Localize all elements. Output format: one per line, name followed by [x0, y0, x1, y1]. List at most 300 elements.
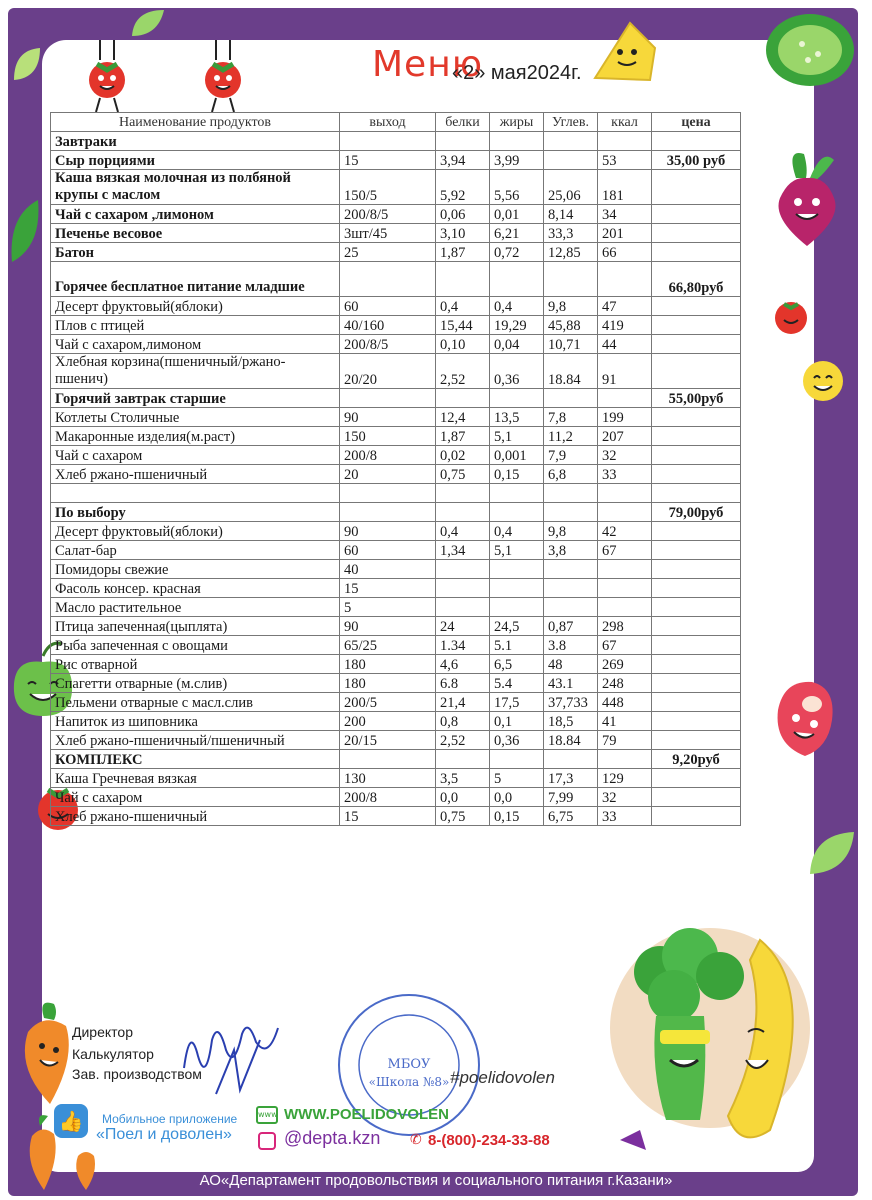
cell-price — [652, 788, 741, 807]
cell-price — [652, 579, 741, 598]
cell-price — [652, 224, 741, 243]
stamp-line2: «Школа №8» — [368, 1075, 450, 1089]
table-row — [51, 132, 741, 151]
cell-p: 3,10 — [436, 224, 490, 243]
director-label: Директор — [72, 1024, 133, 1040]
cell-f — [490, 579, 544, 598]
leaf-icon — [10, 44, 44, 84]
cell-k: 129 — [598, 769, 652, 788]
cell-f — [490, 750, 544, 769]
cell-c: 18.84 — [544, 354, 598, 389]
beet-character-icon — [766, 148, 848, 248]
cell-f — [490, 132, 544, 151]
column-header: выход — [340, 113, 436, 132]
cell-c: 7,99 — [544, 788, 598, 807]
cell-p: 0,8 — [436, 712, 490, 731]
cell-f: 5.1 — [490, 636, 544, 655]
table-row — [51, 389, 741, 408]
cell-k — [598, 484, 652, 503]
cell-out: 90 — [340, 522, 436, 541]
cell-c: 8,14 — [544, 205, 598, 224]
cell-out: 200/8/5 — [340, 335, 436, 354]
table-row — [51, 560, 741, 579]
cell-p — [436, 484, 490, 503]
table-header-row — [51, 113, 741, 132]
cell-c: 7,8 — [544, 408, 598, 427]
cell-c: 48 — [544, 655, 598, 674]
cell-k: 298 — [598, 617, 652, 636]
cell-out — [340, 262, 436, 297]
cell-k: 42 — [598, 522, 652, 541]
leaf-icon — [6, 196, 44, 266]
cell-price: 66,80руб — [652, 262, 741, 297]
cell-price — [652, 655, 741, 674]
cell-c: 9,8 — [544, 522, 598, 541]
cell-out: 65/25 — [340, 636, 436, 655]
table-row — [51, 151, 741, 170]
cell-k: 248 — [598, 674, 652, 693]
cell-c — [544, 560, 598, 579]
table-row — [51, 170, 741, 205]
table-row — [51, 465, 741, 484]
cell-f — [490, 389, 544, 408]
column-header: жиры — [490, 113, 544, 132]
menu-title: Меню — [372, 44, 484, 85]
cell-p — [436, 389, 490, 408]
cell-out: 5 — [340, 598, 436, 617]
cell-price: 9,20руб — [652, 750, 741, 769]
cell-price — [652, 316, 741, 335]
cell-k: 41 — [598, 712, 652, 731]
cell-price — [652, 693, 741, 712]
cell-name: Фасоль консер. красная — [51, 579, 340, 598]
cell-name: Напиток из шиповника — [51, 712, 340, 731]
web-icon: www — [256, 1106, 278, 1124]
cell-k — [598, 389, 652, 408]
hashtag-label: #poelidovolen — [450, 1068, 555, 1087]
table-row — [51, 427, 741, 446]
cell-f: 0,36 — [490, 731, 544, 750]
cell-k: 91 — [598, 354, 652, 389]
table-row — [51, 262, 741, 297]
lemon-character-icon — [800, 358, 846, 404]
cell-out: 200/8 — [340, 788, 436, 807]
cell-k: 53 — [598, 151, 652, 170]
meat-character-icon — [772, 674, 838, 760]
cell-p: 1,34 — [436, 541, 490, 560]
cell-f — [490, 503, 544, 522]
cell-p — [436, 579, 490, 598]
cell-name: Сыр порциями — [51, 151, 340, 170]
cell-k: 67 — [598, 541, 652, 560]
cell-f: 0,36 — [490, 354, 544, 389]
cell-name: Макаронные изделия(м.раст) — [51, 427, 340, 446]
cell-name: Масло растительное — [51, 598, 340, 617]
cell-name: Хлебная корзина(пшеничный/ржано-пшенич) — [51, 354, 340, 389]
handwritten-signature-icon — [176, 1010, 286, 1098]
cell-c: 18.84 — [544, 731, 598, 750]
cell-f: 24,5 — [490, 617, 544, 636]
cell-k — [598, 262, 652, 297]
footer-organization: АО«Департамент продовольствия и социального питания г.Казани» — [199, 1172, 673, 1189]
cell-f: 13,5 — [490, 408, 544, 427]
cell-c: 43.1 — [544, 674, 598, 693]
cell-c: 17,3 — [544, 769, 598, 788]
cell-p: 6.8 — [436, 674, 490, 693]
cell-k: 66 — [598, 243, 652, 262]
cell-out: 20 — [340, 465, 436, 484]
cell-out — [340, 503, 436, 522]
cell-price — [652, 522, 741, 541]
cell-c — [544, 262, 598, 297]
cell-price — [652, 560, 741, 579]
cell-f — [490, 560, 544, 579]
table-row — [51, 674, 741, 693]
website-link[interactable]: WWW.POELIDOVOLEN — [284, 1106, 449, 1123]
cell-c: 12,85 — [544, 243, 598, 262]
table-row — [51, 598, 741, 617]
leaf-icon — [128, 6, 168, 40]
app-name: «Поел и доволен» — [96, 1126, 232, 1143]
cell-c: 45,88 — [544, 316, 598, 335]
cell-p: 0,4 — [436, 297, 490, 316]
cell-name: Чай с сахаром — [51, 446, 340, 465]
cell-price — [652, 598, 741, 617]
cell-price — [652, 132, 741, 151]
cell-p: 2,52 — [436, 731, 490, 750]
cell-f: 0,0 — [490, 788, 544, 807]
cell-out: 130 — [340, 769, 436, 788]
cell-c: 7,9 — [544, 446, 598, 465]
cell-out: 180 — [340, 655, 436, 674]
instagram-icon — [258, 1132, 276, 1150]
cell-price — [652, 731, 741, 750]
cell-name — [51, 484, 340, 503]
cell-p: 1,87 — [436, 243, 490, 262]
table-row — [51, 807, 741, 826]
tomato-character-icon — [82, 40, 132, 114]
cell-out: 15 — [340, 807, 436, 826]
cell-c: 6,75 — [544, 807, 598, 826]
cell-f: 0,4 — [490, 522, 544, 541]
cell-price: 35,00 руб — [652, 151, 741, 170]
cell-f: 0,001 — [490, 446, 544, 465]
cell-out: 150 — [340, 427, 436, 446]
cheese-character-icon — [590, 18, 660, 88]
cell-name: Десерт фруктовый(яблоки) — [51, 297, 340, 316]
cell-k: 32 — [598, 788, 652, 807]
cell-c: 25,06 — [544, 170, 598, 205]
cell-out: 150/5 — [340, 170, 436, 205]
column-header: цена — [652, 113, 741, 132]
cell-p — [436, 750, 490, 769]
table-row — [51, 655, 741, 674]
cell-c — [544, 598, 598, 617]
table-row — [51, 243, 741, 262]
cell-out: 15 — [340, 579, 436, 598]
cell-out — [340, 132, 436, 151]
table-row — [51, 205, 741, 224]
cell-price — [652, 617, 741, 636]
table-row — [51, 503, 741, 522]
app-caption: Мобильное приложение — [102, 1112, 238, 1126]
cell-p: 4,6 — [436, 655, 490, 674]
cell-c: 10,71 — [544, 335, 598, 354]
app-logo-icon: 👍 — [54, 1104, 88, 1138]
cell-p: 3,94 — [436, 151, 490, 170]
cell-out: 200 — [340, 712, 436, 731]
cell-p: 0,75 — [436, 807, 490, 826]
cell-c: 6,8 — [544, 465, 598, 484]
cell-f: 5 — [490, 769, 544, 788]
cell-name: Печенье весовое — [51, 224, 340, 243]
cell-out — [340, 484, 436, 503]
cell-k — [598, 579, 652, 598]
cell-p: 12,4 — [436, 408, 490, 427]
cell-k: 67 — [598, 636, 652, 655]
cell-p: 0,02 — [436, 446, 490, 465]
cell-k: 207 — [598, 427, 652, 446]
tomato-character-icon — [198, 40, 248, 114]
cell-p: 0,06 — [436, 205, 490, 224]
cell-f: 17,5 — [490, 693, 544, 712]
cell-f — [490, 262, 544, 297]
table-row — [51, 636, 741, 655]
cell-name: Горячий завтрак старшие — [51, 389, 340, 408]
cell-c: 18,5 — [544, 712, 598, 731]
cell-k: 181 — [598, 170, 652, 205]
cell-c: 33,3 — [544, 224, 598, 243]
table-row — [51, 446, 741, 465]
cell-k: 199 — [598, 408, 652, 427]
broccoli-banana-illustration-icon — [600, 920, 814, 1170]
cell-p — [436, 598, 490, 617]
cell-p: 0,0 — [436, 788, 490, 807]
cell-f: 0,15 — [490, 465, 544, 484]
table-row — [51, 335, 741, 354]
cell-price — [652, 636, 741, 655]
cell-p — [436, 503, 490, 522]
cell-name: Помидоры свежие — [51, 560, 340, 579]
cell-name: Салат-бар — [51, 541, 340, 560]
cell-out: 90 — [340, 408, 436, 427]
cell-name: Хлеб ржано-пшеничный/пшеничный — [51, 731, 340, 750]
cell-c: 37,733 — [544, 693, 598, 712]
cell-f: 6,21 — [490, 224, 544, 243]
cell-p — [436, 560, 490, 579]
cell-c — [544, 389, 598, 408]
cell-c: 3.8 — [544, 636, 598, 655]
cell-name: Рис отварной — [51, 655, 340, 674]
cell-k: 47 — [598, 297, 652, 316]
cell-f: 0,1 — [490, 712, 544, 731]
table-row — [51, 408, 741, 427]
cell-name: Рыба запеченная с овощами — [51, 636, 340, 655]
cell-name: Хлеб ржано-пшеничный — [51, 465, 340, 484]
carrot-character-icon — [14, 998, 80, 1108]
cell-out: 200/5 — [340, 693, 436, 712]
cell-p: 0,10 — [436, 335, 490, 354]
table-row — [51, 354, 741, 389]
table-row — [51, 769, 741, 788]
table-row — [51, 693, 741, 712]
cell-price — [652, 427, 741, 446]
table-row — [51, 579, 741, 598]
cell-c — [544, 132, 598, 151]
cell-price — [652, 541, 741, 560]
cell-k: 269 — [598, 655, 652, 674]
cell-f: 0,01 — [490, 205, 544, 224]
cell-c — [544, 151, 598, 170]
cell-k: 44 — [598, 335, 652, 354]
table-row — [51, 750, 741, 769]
phone-number[interactable]: 8-(800)-234-33-88 — [428, 1132, 550, 1149]
cell-p: 24 — [436, 617, 490, 636]
production-manager-label: Зав. производством — [72, 1066, 202, 1082]
cell-f: 0,72 — [490, 243, 544, 262]
cell-k: 419 — [598, 316, 652, 335]
cell-name: По выбору — [51, 503, 340, 522]
table-row — [51, 712, 741, 731]
cell-f: 6,5 — [490, 655, 544, 674]
cell-f — [490, 484, 544, 503]
cell-out: 60 — [340, 297, 436, 316]
cell-p: 1,87 — [436, 427, 490, 446]
cell-k: 33 — [598, 465, 652, 484]
cell-name: Каша вязкая молочная из полбяной крупы с маслом — [51, 170, 340, 205]
cell-price — [652, 354, 741, 389]
phone-icon: ✆ — [410, 1132, 422, 1148]
cell-name: Котлеты Столичные — [51, 408, 340, 427]
table-row — [51, 541, 741, 560]
cell-out: 20/20 — [340, 354, 436, 389]
cell-price: 55,00руб — [652, 389, 741, 408]
cell-p: 2,52 — [436, 354, 490, 389]
cell-name: Батон — [51, 243, 340, 262]
cell-price — [652, 465, 741, 484]
table-row — [51, 484, 741, 503]
column-header: ккал — [598, 113, 652, 132]
cell-price — [652, 484, 741, 503]
menu-table — [50, 112, 741, 826]
column-header: белки — [436, 113, 490, 132]
cell-out: 60 — [340, 541, 436, 560]
cell-name: Спагетти отварные (м.слив) — [51, 674, 340, 693]
cell-p: 0,75 — [436, 465, 490, 484]
cell-name: Хлеб ржано-пшеничный — [51, 807, 340, 826]
cell-price — [652, 807, 741, 826]
cell-name: Десерт фруктовый(яблоки) — [51, 522, 340, 541]
leaf-icon — [806, 828, 858, 878]
cell-p: 5,92 — [436, 170, 490, 205]
column-header: Углев. — [544, 113, 598, 132]
cell-price — [652, 446, 741, 465]
cell-k — [598, 598, 652, 617]
cell-price — [652, 243, 741, 262]
table-row — [51, 731, 741, 750]
table-row — [51, 522, 741, 541]
cell-f: 5,1 — [490, 427, 544, 446]
cell-out: 15 — [340, 151, 436, 170]
cell-out: 3шт/45 — [340, 224, 436, 243]
cell-out: 200/8 — [340, 446, 436, 465]
cell-name: Каша Гречневая вязкая — [51, 769, 340, 788]
instagram-handle[interactable]: @depta.kzn — [284, 1128, 381, 1148]
cell-c — [544, 579, 598, 598]
cell-c — [544, 503, 598, 522]
cell-price — [652, 712, 741, 731]
table-row — [51, 224, 741, 243]
cell-c: 11,2 — [544, 427, 598, 446]
cell-p: 15,44 — [436, 316, 490, 335]
cell-c — [544, 484, 598, 503]
table-row — [51, 617, 741, 636]
cell-p — [436, 132, 490, 151]
column-header: Наименование продуктов — [51, 113, 340, 132]
cell-p: 3,5 — [436, 769, 490, 788]
cell-price — [652, 205, 741, 224]
cell-price — [652, 170, 741, 205]
cell-k: 201 — [598, 224, 652, 243]
cell-k: 32 — [598, 446, 652, 465]
cell-c: 9,8 — [544, 297, 598, 316]
cell-f: 19,29 — [490, 316, 544, 335]
cell-p: 0,4 — [436, 522, 490, 541]
cell-out: 90 — [340, 617, 436, 636]
stamp-line1: МБОУ — [387, 1057, 431, 1072]
cell-out: 180 — [340, 674, 436, 693]
cell-f — [490, 598, 544, 617]
calculator-label: Калькулятор — [72, 1046, 154, 1062]
cell-f: 5,56 — [490, 170, 544, 205]
cell-f: 0,15 — [490, 807, 544, 826]
cell-k: 33 — [598, 807, 652, 826]
cell-c — [544, 750, 598, 769]
table-row — [51, 297, 741, 316]
cell-name: КОМПЛЕКС — [51, 750, 340, 769]
cell-name: Завтраки — [51, 132, 340, 151]
cell-k — [598, 750, 652, 769]
cell-price — [652, 408, 741, 427]
cell-c: 0,87 — [544, 617, 598, 636]
cell-k: 34 — [598, 205, 652, 224]
cell-k — [598, 132, 652, 151]
tomato-small-icon — [772, 296, 810, 336]
cell-f: 0,04 — [490, 335, 544, 354]
cell-f: 3,99 — [490, 151, 544, 170]
cell-k — [598, 560, 652, 579]
cell-out: 40/160 — [340, 316, 436, 335]
cell-out: 25 — [340, 243, 436, 262]
cell-out: 40 — [340, 560, 436, 579]
cell-name: Пельмени отварные с масл.слив — [51, 693, 340, 712]
cell-price — [652, 674, 741, 693]
table-row — [51, 316, 741, 335]
cell-name: Птица запеченная(цыплята) — [51, 617, 340, 636]
cell-k: 79 — [598, 731, 652, 750]
cell-f: 5,1 — [490, 541, 544, 560]
cell-out — [340, 389, 436, 408]
cell-name: Чай с сахаром,лимоном — [51, 335, 340, 354]
menu-date: «2» мая2024г. — [452, 62, 582, 84]
cell-out: 200/8/5 — [340, 205, 436, 224]
cell-k — [598, 503, 652, 522]
cell-price — [652, 297, 741, 316]
cell-price — [652, 769, 741, 788]
cell-name: Чай с сахаром ,лимоном — [51, 205, 340, 224]
cell-name: Плов с птицей — [51, 316, 340, 335]
cell-price: 79,00руб — [652, 503, 741, 522]
